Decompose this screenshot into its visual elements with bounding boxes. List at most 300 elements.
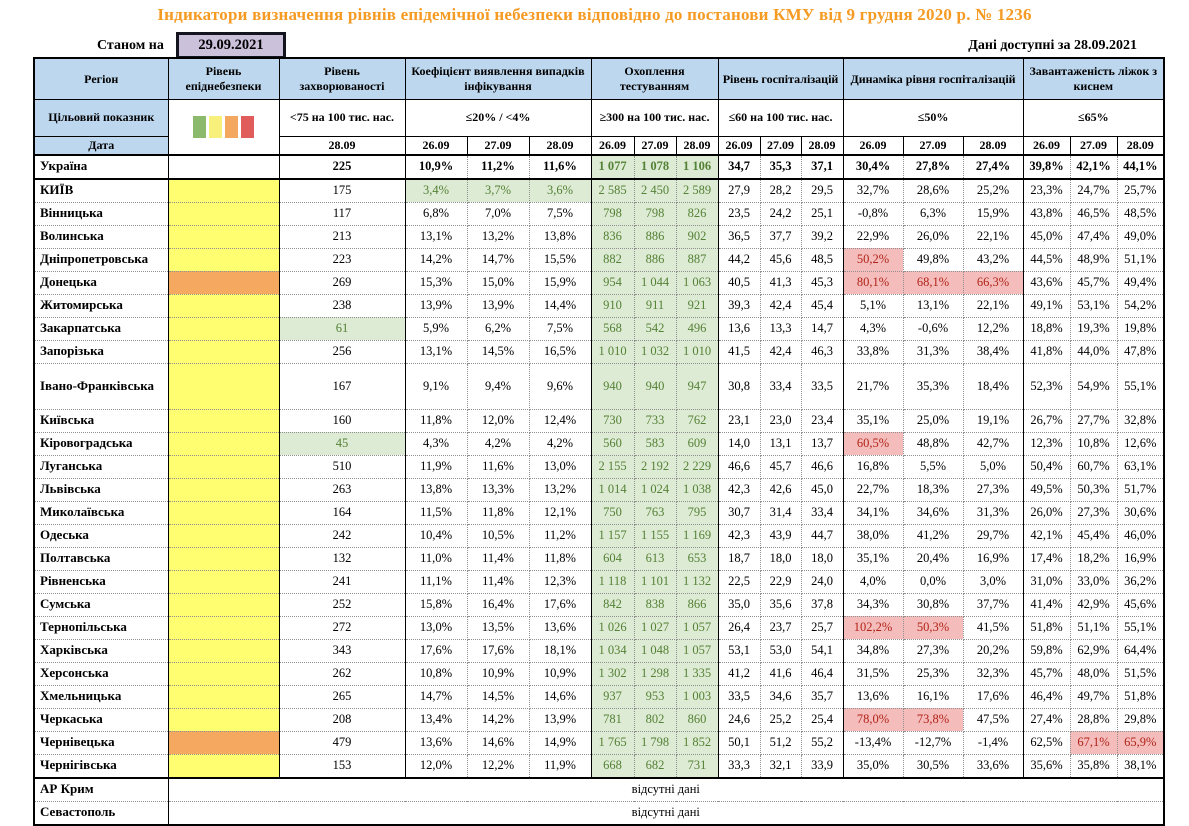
hospitalization-cell: 18,0 bbox=[760, 547, 801, 570]
region-name: Івано-Франківська bbox=[34, 363, 168, 409]
hospitalization-cell: 46,6 bbox=[718, 455, 760, 478]
region-name: Житомирська bbox=[34, 294, 168, 317]
table-row bbox=[34, 662, 1164, 685]
epid-level-column-header: Рівень епіднебезпеки bbox=[168, 58, 279, 99]
hospitalization-cell: 25,7 bbox=[801, 616, 843, 639]
dynamics-cell: 32,3% bbox=[963, 662, 1023, 685]
detection-cell: 13,2% bbox=[467, 225, 529, 248]
dynamics-cell: 31,3% bbox=[963, 501, 1023, 524]
date-header: 26.09 bbox=[591, 136, 634, 155]
detection-cell: 12,3% bbox=[529, 570, 591, 593]
dynamics-cell: 17,6% bbox=[963, 685, 1023, 708]
dynamics-cell: 48,8% bbox=[903, 432, 963, 455]
epid-level-cell bbox=[168, 317, 279, 340]
hospitalization-cell: 22,5 bbox=[718, 570, 760, 593]
date-header: 27.09 bbox=[467, 136, 529, 155]
incidence-cell: 117 bbox=[279, 202, 405, 225]
region-name: Хмельницька bbox=[34, 685, 168, 708]
table-row bbox=[34, 570, 1164, 593]
hospitalization-cell: 53,0 bbox=[760, 639, 801, 662]
beds-cell: 52,3% bbox=[1023, 363, 1070, 409]
region-name: Харківська bbox=[34, 639, 168, 662]
testing-cell: 1 038 bbox=[676, 478, 718, 501]
detection-cell: 15,5% bbox=[529, 248, 591, 271]
testing-cell: 750 bbox=[591, 501, 634, 524]
detection-cell: 17,6% bbox=[529, 593, 591, 616]
testing-cell: 1 032 bbox=[634, 340, 676, 363]
beds-cell: 46,5% bbox=[1070, 202, 1117, 225]
beds-cell: 42,1% bbox=[1070, 155, 1117, 179]
group-header-oxygen-beds: Завантаженість ліжок з киснем bbox=[1023, 58, 1164, 99]
beds-cell: 30,6% bbox=[1117, 501, 1164, 524]
table-row bbox=[34, 179, 1164, 203]
testing-cell: 836 bbox=[591, 225, 634, 248]
region-name: Полтавська bbox=[34, 547, 168, 570]
testing-cell: 1 003 bbox=[676, 685, 718, 708]
hospitalization-cell: 55,2 bbox=[801, 731, 843, 754]
dynamics-cell: 13,6% bbox=[843, 685, 903, 708]
region-name: Херсонська bbox=[34, 662, 168, 685]
beds-cell: 25,7% bbox=[1117, 179, 1164, 203]
table-row bbox=[34, 731, 1164, 754]
detection-cell: 13,4% bbox=[405, 708, 467, 731]
dynamics-cell: 22,1% bbox=[963, 294, 1023, 317]
epid-level-cell bbox=[168, 524, 279, 547]
epid-level-cell bbox=[168, 662, 279, 685]
beds-cell: 48,5% bbox=[1117, 202, 1164, 225]
region-name: КИЇВ bbox=[34, 179, 168, 203]
epid-level-green-swatch bbox=[193, 116, 206, 138]
incidence-cell: 256 bbox=[279, 340, 405, 363]
detection-cell: 9,4% bbox=[467, 363, 529, 409]
hospitalization-cell: 18,0 bbox=[801, 547, 843, 570]
testing-cell: 910 bbox=[591, 294, 634, 317]
beds-cell: 45,7% bbox=[1070, 271, 1117, 294]
hospitalization-cell: 27,9 bbox=[718, 179, 760, 203]
hospitalization-cell: 46,6 bbox=[801, 455, 843, 478]
incidence-cell: 479 bbox=[279, 731, 405, 754]
dynamics-cell: 0,0% bbox=[903, 570, 963, 593]
dynamics-cell: 25,0% bbox=[903, 409, 963, 432]
dynamics-cell: 18,4% bbox=[963, 363, 1023, 409]
detection-cell: 14,7% bbox=[405, 685, 467, 708]
beds-cell: 54,9% bbox=[1070, 363, 1117, 409]
beds-cell: 45,6% bbox=[1117, 593, 1164, 616]
region-name: Тернопільська bbox=[34, 616, 168, 639]
dynamics-cell: 20,2% bbox=[963, 639, 1023, 662]
dynamics-cell: 34,3% bbox=[843, 593, 903, 616]
testing-cell: 921 bbox=[676, 294, 718, 317]
hospitalization-cell: 13,7 bbox=[801, 432, 843, 455]
hospitalization-cell: 37,1 bbox=[801, 155, 843, 179]
detection-cell: 10,8% bbox=[405, 662, 467, 685]
epid-level-cell bbox=[168, 616, 279, 639]
testing-cell: 802 bbox=[634, 708, 676, 731]
beds-cell: 51,5% bbox=[1117, 662, 1164, 685]
detection-cell: 16,5% bbox=[529, 340, 591, 363]
detection-cell: 12,2% bbox=[467, 754, 529, 778]
hospitalization-cell: 33,5 bbox=[801, 363, 843, 409]
table-row bbox=[34, 708, 1164, 731]
hospitalization-cell: 39,3 bbox=[718, 294, 760, 317]
dynamics-cell: 31,5% bbox=[843, 662, 903, 685]
testing-cell: 866 bbox=[676, 593, 718, 616]
epid-level-legend bbox=[168, 99, 279, 155]
epid-level-cell bbox=[168, 731, 279, 754]
hospitalization-cell: 51,2 bbox=[760, 731, 801, 754]
table-row bbox=[34, 271, 1164, 294]
detection-cell: 10,9% bbox=[405, 155, 467, 179]
table-row-no-data bbox=[34, 801, 1164, 825]
hospitalization-cell: 42,4 bbox=[760, 340, 801, 363]
as-of-label: Станом на bbox=[97, 38, 164, 53]
beds-cell: 44,1% bbox=[1117, 155, 1164, 179]
testing-cell: 1 302 bbox=[591, 662, 634, 685]
table-row-no-data bbox=[34, 778, 1164, 802]
epid-level-cell bbox=[168, 363, 279, 409]
beds-cell: 35,8% bbox=[1070, 754, 1117, 778]
dynamics-cell: -1,4% bbox=[963, 731, 1023, 754]
beds-cell: 45,4% bbox=[1070, 524, 1117, 547]
table-row bbox=[34, 225, 1164, 248]
detection-cell: 11,6% bbox=[467, 455, 529, 478]
detection-cell: 13,8% bbox=[405, 478, 467, 501]
detection-cell: 12,4% bbox=[529, 409, 591, 432]
detection-cell: 11,9% bbox=[405, 455, 467, 478]
hospitalization-cell: 42,3 bbox=[718, 524, 760, 547]
date-header: 26.09 bbox=[843, 136, 903, 155]
table-row bbox=[34, 248, 1164, 271]
beds-cell: 51,8% bbox=[1023, 616, 1070, 639]
hospitalization-cell: 24,0 bbox=[801, 570, 843, 593]
detection-cell: 14,2% bbox=[467, 708, 529, 731]
beds-cell: 63,1% bbox=[1117, 455, 1164, 478]
region-name: Севастополь bbox=[34, 801, 168, 825]
epid-level-cell bbox=[168, 708, 279, 731]
incidence-cell: 242 bbox=[279, 524, 405, 547]
dynamics-cell: 15,9% bbox=[963, 202, 1023, 225]
incidence-cell: 238 bbox=[279, 294, 405, 317]
testing-cell: 2 450 bbox=[634, 179, 676, 203]
beds-cell: 44,0% bbox=[1070, 340, 1117, 363]
hospitalization-cell: 26,4 bbox=[718, 616, 760, 639]
testing-cell: 940 bbox=[634, 363, 676, 409]
epid-level-cell bbox=[168, 639, 279, 662]
incidence-cell: 132 bbox=[279, 547, 405, 570]
detection-cell: 11,8% bbox=[405, 409, 467, 432]
beds-cell: 62,9% bbox=[1070, 639, 1117, 662]
beds-cell: 51,7% bbox=[1117, 478, 1164, 501]
dynamics-cell: 3,0% bbox=[963, 570, 1023, 593]
date-header: 27.09 bbox=[760, 136, 801, 155]
detection-cell: 18,1% bbox=[529, 639, 591, 662]
beds-cell: 10,8% bbox=[1070, 432, 1117, 455]
testing-cell: 2 155 bbox=[591, 455, 634, 478]
dynamics-cell: 27,3% bbox=[903, 639, 963, 662]
dynamics-cell: 16,9% bbox=[963, 547, 1023, 570]
dynamics-cell: 38,0% bbox=[843, 524, 903, 547]
hospitalization-cell: 29,5 bbox=[801, 179, 843, 203]
incidence-cell: 208 bbox=[279, 708, 405, 731]
beds-cell: 12,6% bbox=[1117, 432, 1164, 455]
hospitalization-cell: 33,9 bbox=[801, 754, 843, 778]
beds-cell: 46,4% bbox=[1023, 685, 1070, 708]
detection-cell: 17,6% bbox=[467, 639, 529, 662]
hospitalization-cell: 37,8 bbox=[801, 593, 843, 616]
hospitalization-cell: 44,7 bbox=[801, 524, 843, 547]
beds-cell: 47,4% bbox=[1070, 225, 1117, 248]
beds-cell: 47,8% bbox=[1117, 340, 1164, 363]
detection-cell: 13,1% bbox=[405, 225, 467, 248]
hospitalization-cell: 34,6 bbox=[760, 685, 801, 708]
date-header: 28.09 bbox=[1117, 136, 1164, 155]
hospitalization-cell: 46,4 bbox=[801, 662, 843, 685]
testing-cell: 613 bbox=[634, 547, 676, 570]
dynamics-cell: 12,2% bbox=[963, 317, 1023, 340]
dynamics-cell: 41,2% bbox=[903, 524, 963, 547]
hospitalization-cell: 24,2 bbox=[760, 202, 801, 225]
target-testing: ≥300 на 100 тис. нас. bbox=[591, 99, 718, 136]
incidence-cell: 343 bbox=[279, 639, 405, 662]
beds-cell: 59,8% bbox=[1023, 639, 1070, 662]
beds-cell: 18,8% bbox=[1023, 317, 1070, 340]
hospitalization-cell: 25,2 bbox=[760, 708, 801, 731]
testing-cell: 2 585 bbox=[591, 179, 634, 203]
testing-cell: 496 bbox=[676, 317, 718, 340]
testing-cell: 886 bbox=[634, 225, 676, 248]
table-row bbox=[34, 478, 1164, 501]
testing-cell: 2 589 bbox=[676, 179, 718, 203]
detection-cell: 4,2% bbox=[467, 432, 529, 455]
incidence-cell: 510 bbox=[279, 455, 405, 478]
dynamics-cell: 26,0% bbox=[903, 225, 963, 248]
testing-cell: 653 bbox=[676, 547, 718, 570]
dynamics-cell: 29,7% bbox=[963, 524, 1023, 547]
table-row bbox=[34, 432, 1164, 455]
hospitalization-cell: 41,5 bbox=[718, 340, 760, 363]
detection-cell: 13,1% bbox=[405, 340, 467, 363]
dynamics-cell: 27,8% bbox=[903, 155, 963, 179]
beds-cell: 43,6% bbox=[1023, 271, 1070, 294]
testing-cell: 1 106 bbox=[676, 155, 718, 179]
dynamics-cell: 13,1% bbox=[903, 294, 963, 317]
beds-cell: 64,4% bbox=[1117, 639, 1164, 662]
hospitalization-cell: 13,3 bbox=[760, 317, 801, 340]
table-body bbox=[34, 155, 1164, 825]
detection-cell: 10,4% bbox=[405, 524, 467, 547]
testing-cell: 826 bbox=[676, 202, 718, 225]
beds-cell: 55,1% bbox=[1117, 363, 1164, 409]
date-header: 28.09 bbox=[963, 136, 1023, 155]
dynamics-cell: 16,8% bbox=[843, 455, 903, 478]
testing-cell: 1 118 bbox=[591, 570, 634, 593]
detection-cell: 3,7% bbox=[467, 179, 529, 203]
dynamics-cell: 41,5% bbox=[963, 616, 1023, 639]
epid-level-cell bbox=[168, 340, 279, 363]
hospitalization-cell: 25,4 bbox=[801, 708, 843, 731]
hospitalization-cell: 22,9 bbox=[760, 570, 801, 593]
epid-level-cell bbox=[168, 501, 279, 524]
hospitalization-cell: 44,2 bbox=[718, 248, 760, 271]
dynamics-cell: -13,4% bbox=[843, 731, 903, 754]
testing-cell: 1 077 bbox=[591, 155, 634, 179]
region-name: Кіровоградська bbox=[34, 432, 168, 455]
testing-cell: 1 765 bbox=[591, 731, 634, 754]
beds-cell: 51,1% bbox=[1117, 248, 1164, 271]
hospitalization-cell: 41,6 bbox=[760, 662, 801, 685]
beds-cell: 28,8% bbox=[1070, 708, 1117, 731]
incidence-cell: 61 bbox=[279, 317, 405, 340]
testing-cell: 1 048 bbox=[634, 639, 676, 662]
epid-level-cell bbox=[168, 248, 279, 271]
dynamics-cell: 22,9% bbox=[843, 225, 903, 248]
beds-cell: 50,3% bbox=[1070, 478, 1117, 501]
region-name: Україна bbox=[34, 155, 168, 179]
testing-cell: 795 bbox=[676, 501, 718, 524]
testing-cell: 1 010 bbox=[676, 340, 718, 363]
dynamics-cell: 22,7% bbox=[843, 478, 903, 501]
hospitalization-cell: 40,5 bbox=[718, 271, 760, 294]
epid-level-red-swatch bbox=[241, 116, 254, 138]
testing-cell: 947 bbox=[676, 363, 718, 409]
testing-cell: 1 852 bbox=[676, 731, 718, 754]
hospitalization-cell: 13,6 bbox=[718, 317, 760, 340]
dynamics-cell: 47,5% bbox=[963, 708, 1023, 731]
testing-cell: 763 bbox=[634, 501, 676, 524]
detection-cell: 5,9% bbox=[405, 317, 467, 340]
hospitalization-cell: 30,7 bbox=[718, 501, 760, 524]
testing-cell: 1 057 bbox=[676, 616, 718, 639]
detection-cell: 13,0% bbox=[405, 616, 467, 639]
available-text: Дані доступні за bbox=[968, 38, 1071, 53]
detection-cell: 11,4% bbox=[467, 570, 529, 593]
date-header: 27.09 bbox=[634, 136, 676, 155]
beds-cell: 35,6% bbox=[1023, 754, 1070, 778]
region-name: Київська bbox=[34, 409, 168, 432]
beds-cell: 49,1% bbox=[1023, 294, 1070, 317]
date-row-label: Дата bbox=[34, 136, 168, 155]
hospitalization-cell: 33,5 bbox=[718, 685, 760, 708]
incidence-cell: 269 bbox=[279, 271, 405, 294]
detection-cell: 15,3% bbox=[405, 271, 467, 294]
hospitalization-cell: 53,1 bbox=[718, 639, 760, 662]
detection-cell: 14,2% bbox=[405, 248, 467, 271]
target-oxygen-beds: ≤65% bbox=[1023, 99, 1164, 136]
table-row bbox=[34, 754, 1164, 778]
beds-cell: 44,5% bbox=[1023, 248, 1070, 271]
incidence-cell: 262 bbox=[279, 662, 405, 685]
beds-cell: 45,7% bbox=[1023, 662, 1070, 685]
beds-cell: 19,8% bbox=[1117, 317, 1164, 340]
date-header: 26.09 bbox=[405, 136, 467, 155]
region-name: Дніпропетровська bbox=[34, 248, 168, 271]
testing-cell: 887 bbox=[676, 248, 718, 271]
group-header-detection: Коефіцієнт виявлення випадків інфікування bbox=[405, 58, 591, 99]
region-name: Волинська bbox=[34, 225, 168, 248]
dynamics-cell: 5,5% bbox=[903, 455, 963, 478]
hospitalization-cell: 41,3 bbox=[760, 271, 801, 294]
epid-level-cell bbox=[168, 547, 279, 570]
incidence-cell: 167 bbox=[279, 363, 405, 409]
dynamics-cell: 35,1% bbox=[843, 409, 903, 432]
dynamics-cell: 19,1% bbox=[963, 409, 1023, 432]
hospitalization-cell: 36,5 bbox=[718, 225, 760, 248]
detection-cell: 11,2% bbox=[529, 524, 591, 547]
testing-cell: 1 169 bbox=[676, 524, 718, 547]
beds-cell: 60,7% bbox=[1070, 455, 1117, 478]
detection-cell: 4,2% bbox=[529, 432, 591, 455]
hospitalization-cell: 45,4 bbox=[801, 294, 843, 317]
dynamics-cell: -0,8% bbox=[843, 202, 903, 225]
dynamics-cell: 5,0% bbox=[963, 455, 1023, 478]
detection-cell: 14,4% bbox=[529, 294, 591, 317]
dynamics-cell: 4,3% bbox=[843, 317, 903, 340]
detection-cell: 11,8% bbox=[529, 547, 591, 570]
dynamics-cell: 68,1% bbox=[903, 271, 963, 294]
hospitalization-cell: 13,1 bbox=[760, 432, 801, 455]
testing-cell: 860 bbox=[676, 708, 718, 731]
dynamics-cell: 73,8% bbox=[903, 708, 963, 731]
testing-cell: 882 bbox=[591, 248, 634, 271]
incidence-cell: 160 bbox=[279, 409, 405, 432]
region-name: Сумська bbox=[34, 593, 168, 616]
epid-level-cell bbox=[168, 409, 279, 432]
region-name: Чернівецька bbox=[34, 731, 168, 754]
dynamics-cell: 22,1% bbox=[963, 225, 1023, 248]
detection-cell: 6,8% bbox=[405, 202, 467, 225]
epid-level-cell bbox=[168, 294, 279, 317]
detection-cell: 3,4% bbox=[405, 179, 467, 203]
incidence-cell: 153 bbox=[279, 754, 405, 778]
hospitalization-cell: 34,7 bbox=[718, 155, 760, 179]
beds-cell: 18,2% bbox=[1070, 547, 1117, 570]
epid-level-yellow-swatch bbox=[209, 116, 222, 138]
testing-cell: 568 bbox=[591, 317, 634, 340]
incidence-cell: 265 bbox=[279, 685, 405, 708]
incidence-cell: 225 bbox=[279, 155, 405, 179]
detection-cell: 13,9% bbox=[405, 294, 467, 317]
date-header: 28.09 bbox=[529, 136, 591, 155]
table-row bbox=[34, 155, 1164, 179]
hospitalization-cell: 48,5 bbox=[801, 248, 843, 271]
detection-cell: 7,0% bbox=[467, 202, 529, 225]
testing-cell: 842 bbox=[591, 593, 634, 616]
dynamics-cell: 35,0% bbox=[843, 754, 903, 778]
epid-level-cell bbox=[168, 225, 279, 248]
dynamics-cell: 33,8% bbox=[843, 340, 903, 363]
dynamics-cell: 31,3% bbox=[903, 340, 963, 363]
table-row bbox=[34, 294, 1164, 317]
testing-cell: 1 057 bbox=[676, 639, 718, 662]
dynamics-cell: -12,7% bbox=[903, 731, 963, 754]
beds-cell: 24,7% bbox=[1070, 179, 1117, 203]
dynamics-cell: 18,3% bbox=[903, 478, 963, 501]
hospitalization-cell: 32,1 bbox=[760, 754, 801, 778]
detection-cell: 13,8% bbox=[529, 225, 591, 248]
dynamics-cell: 37,7% bbox=[963, 593, 1023, 616]
dynamics-cell: 34,6% bbox=[903, 501, 963, 524]
beds-cell: 48,9% bbox=[1070, 248, 1117, 271]
testing-cell: 609 bbox=[676, 432, 718, 455]
testing-cell: 911 bbox=[634, 294, 676, 317]
detection-cell: 11,4% bbox=[467, 547, 529, 570]
header-row-groups bbox=[34, 58, 1164, 99]
testing-cell: 798 bbox=[591, 202, 634, 225]
testing-cell: 1 101 bbox=[634, 570, 676, 593]
dynamics-cell: -0,6% bbox=[903, 317, 963, 340]
dynamics-cell: 49,8% bbox=[903, 248, 963, 271]
beds-cell: 62,5% bbox=[1023, 731, 1070, 754]
